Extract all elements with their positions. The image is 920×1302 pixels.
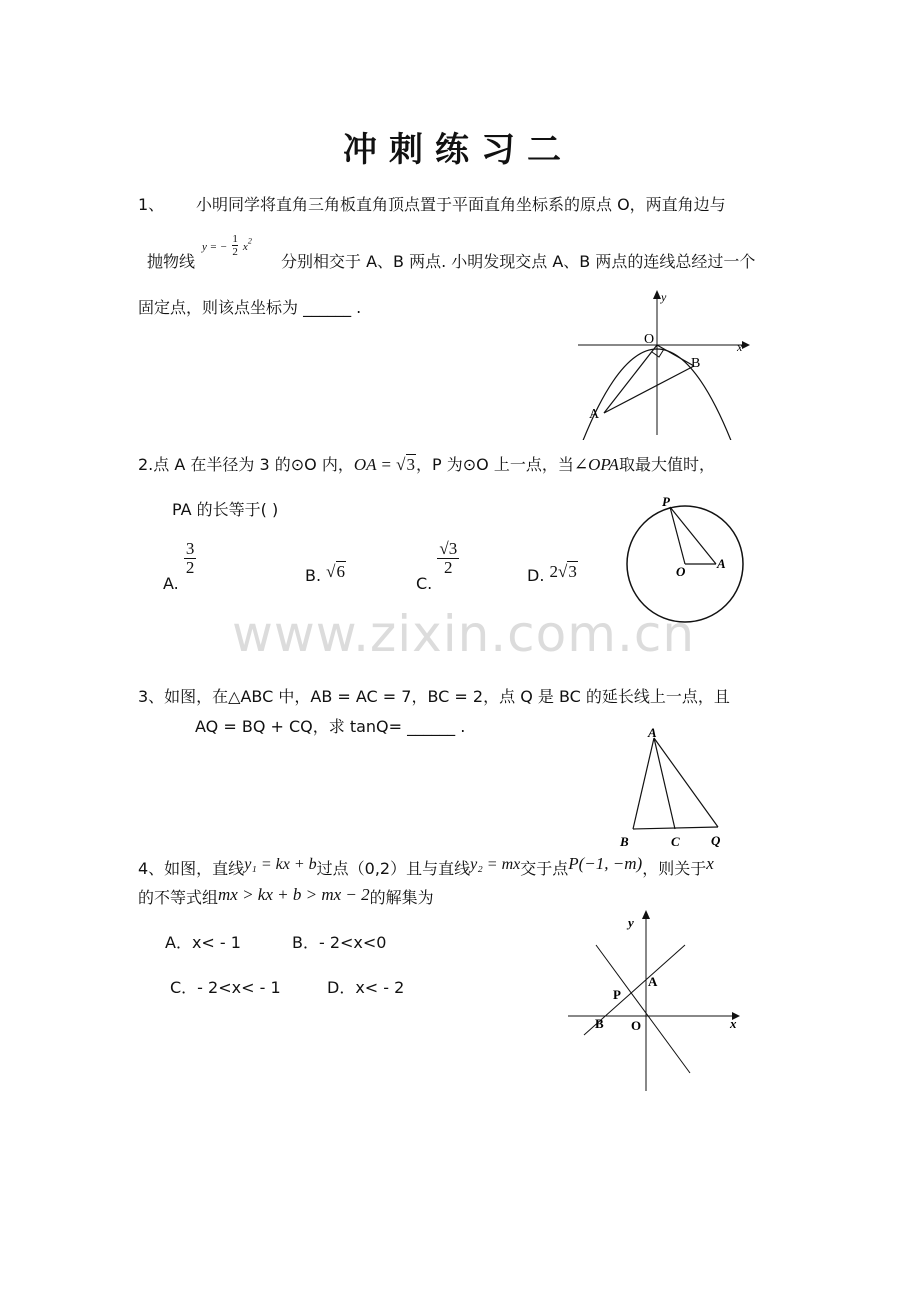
q4-fig-p-label: P [613,987,621,1002]
q4-option-c: C．- 2<x< - 1 [170,978,281,997]
q2-option-a: A. $\frac{3}{2}$ [163,539,195,593]
q2-option-c: C. $\frac{√3}{2}$ [416,539,458,593]
q1-line1: 小明同学将直角三角板直角顶点置于平面直角坐标系的原点 O，两直角边与 [196,195,726,214]
q4-option-a: A．x< - 1 [165,933,241,952]
q1-line3: 固定点，则该点坐标为 ______ . [138,298,362,317]
q1-figure [570,285,755,440]
q1-parabola-label: 抛物线 [147,252,196,271]
q3-fig-a-label: A [648,725,657,740]
q3-fig-q-label: Q [711,833,721,848]
q1-fig-a-label: A [589,407,600,422]
q2-line1: 2.点 A 在半径为 3 的⊙O 内，OA = √3，P 为⊙O 上一点，当∠OPA取最大值时， [138,455,715,474]
q2-fig-o-label: O [676,564,686,579]
q4-fig-x-label: x [730,1016,737,1031]
q2-line2: PA 的长等于( ) [172,500,279,519]
q4-line1: 4、如图，直线y₁ = kx + b过点（0,2）且与直线y₂ = mx交于点P(−1, −m)，则关于x [138,854,714,878]
q4-option-b: B．- 2<x<0 [292,933,387,952]
q2-fig-p-label: P [662,494,670,509]
q3-fig-b-label: B [620,834,629,849]
q4-fig-b-label: B [595,1016,604,1031]
q4-option-d: D．x< - 2 [327,978,405,997]
q1-number: 1、 [138,195,165,214]
q4-figure [560,905,750,1095]
q3-fig-c-label: C [671,834,680,849]
watermark: www.zixin.com.cn [232,605,696,663]
q2-option-b: B. √6 [305,562,345,585]
q4-line2: 的不等式组mx > kx + b > mx − 2的解集为 [138,885,434,907]
q1-fig-o-label: O [644,332,655,347]
q1-formula: y = − $\frac{1}{2}$ $x^2$ [202,233,252,258]
q3-figure [615,722,730,852]
q4-fig-o-label: O [631,1018,642,1033]
q3-line2: AQ = BQ + CQ，求 tanQ= ______ . [195,717,466,736]
q4-fig-y-label: y [628,915,634,930]
q1-line2: 分别相交于 A、B 两点. 小明发现交点 A、B 两点的连线总经过一个 [281,252,756,271]
q2-fig-a-label: A [717,556,726,571]
q1-fig-x-label: x [737,340,743,354]
q1-fig-b-label: B [691,356,701,371]
q1-fig-y-label: y [661,290,667,304]
page-title: 冲刺练习二 [343,130,573,170]
q3-line1: 3、如图，在△ABC 中，AB = AC = 7，BC = 2，点 Q 是 BC 的延长线上一点，且 [138,687,730,706]
q4-fig-a-label: A [648,974,658,989]
q2-option-d: D. 2√3 [527,562,577,585]
